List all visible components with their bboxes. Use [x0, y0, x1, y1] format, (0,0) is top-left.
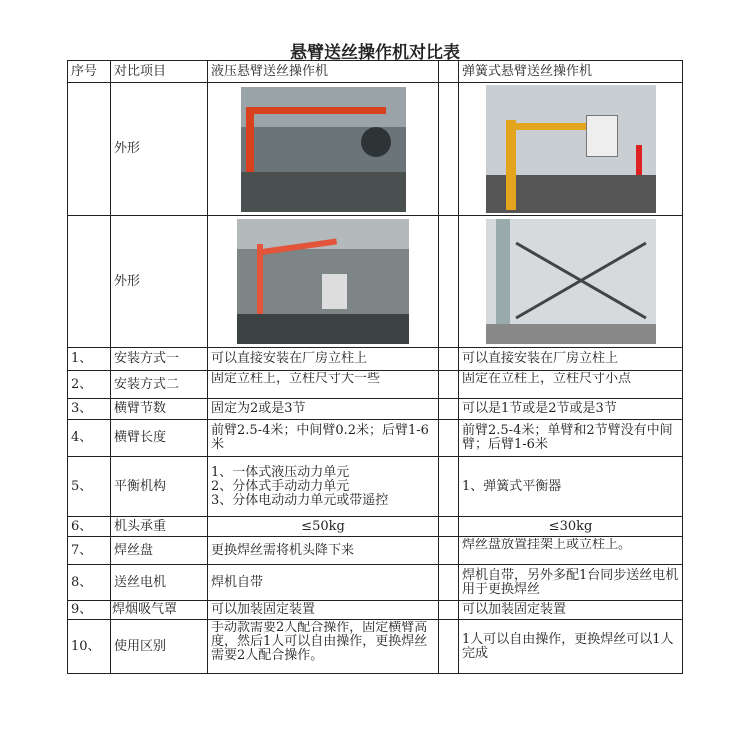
table-row: 6、 机头承重 ≤50kg ≤30kg: [68, 517, 683, 537]
comparison-table: [67, 60, 683, 674]
header-cell: 对比项目: [111, 61, 208, 83]
photo-cell: [459, 216, 683, 348]
hydraulic-machine-photo: [241, 87, 406, 212]
table-row: 3、 横臂节数 固定为2或是3节 可以是1节或是2节或是3节: [68, 399, 683, 420]
spring-machine-photo: [486, 85, 656, 213]
table-row: 8、 送丝电机 焊机自带 焊机自带，另外多配1台同步送丝电机用于更换焊丝: [68, 565, 683, 601]
header-row: [68, 61, 683, 83]
row-label: 外形: [111, 216, 208, 348]
table-row: 9、 焊烟吸气罩 可以加装固定装置 可以加装固定装置: [68, 601, 683, 620]
header-cell: 弹簧式悬臂送丝操作机: [459, 61, 683, 83]
table-row: 4、 横臂长度 前臂2.5-4米；中间臂0.2米；后臂1-6米 前臂2.5-4米；单臂和2节臂没有中间臂；后臂1-6米: [68, 420, 683, 457]
header-cell: 液压悬臂送丝操作机: [208, 61, 439, 83]
page-title: 悬臂送丝操作机对比表: [290, 43, 460, 63]
photo-cell: [459, 83, 683, 216]
image-row: [68, 83, 683, 216]
table-row: 7、 焊丝盘 更换焊丝需将机头降下来 焊丝盘放置挂架上或立柱上。: [68, 537, 683, 565]
image-row: [68, 216, 683, 348]
header-cell: [439, 61, 459, 83]
spring-machine-photo: [486, 219, 656, 344]
table-row: 5、 平衡机构 1、一体式液压动力单元 2、分体式手动动力单元 3、分体电动动力单元或带遥控 1、弹簧式平衡器: [68, 457, 683, 517]
photo-cell: [208, 83, 439, 216]
photo-cell: [208, 216, 439, 348]
row-label: 外形: [111, 83, 208, 216]
table-row: 1、 安装方式一 可以直接安装在厂房立柱上 可以直接安装在厂房立柱上: [68, 348, 683, 371]
table-row: 10、 使用区别 手动款需要2人配合操作，固定横臂高度，然后1人可以自由操作，更换焊丝需要2人配合操作。 1人可以自由操作，更换焊丝可以1人完成: [68, 620, 683, 674]
header-cell: 序号: [68, 61, 111, 83]
hydraulic-machine-photo: [237, 219, 409, 344]
table-row: 2、 安装方式二 固定立柱上，立柱尺寸大一些 固定在立柱上，立柱尺寸小点: [68, 371, 683, 399]
